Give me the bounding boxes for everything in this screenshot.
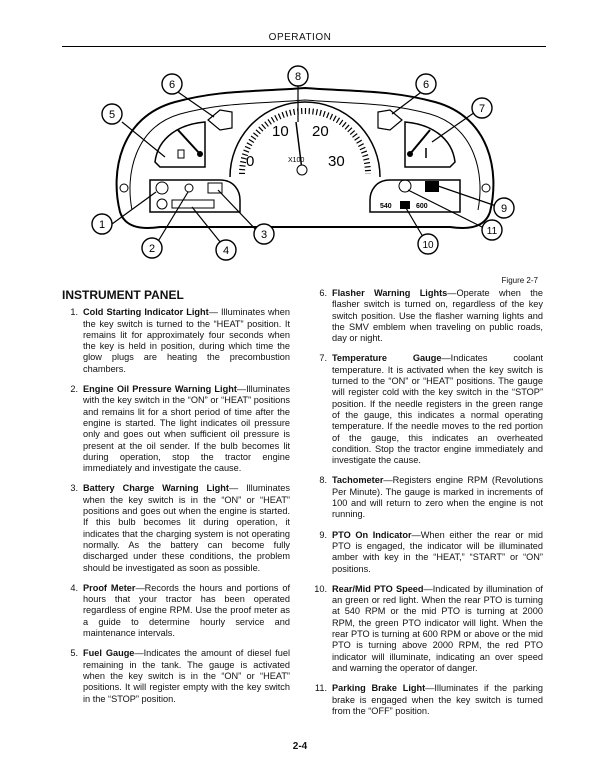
item-term: Parking Brake Light	[332, 683, 426, 694]
fuel-gauge-hub	[197, 151, 203, 157]
list-item	[311, 288, 543, 344]
left-column	[62, 288, 290, 714]
right-column	[311, 288, 543, 726]
item-term: PTO On Indicator	[332, 529, 412, 540]
item-number: 10.	[314, 583, 327, 594]
item-text: —Indicates the amount of diesel fuel remaining in the tank. The gauge is activated when the key switch is in the “ON” or “HEAT” positions. It will register empty with the key switch in the “STOP” position.	[83, 648, 290, 704]
tach-label-20: 20	[312, 123, 329, 140]
instrument-panel-figure	[80, 62, 530, 267]
proof-meter-window	[172, 200, 214, 208]
item-number: 4.	[70, 582, 78, 593]
pto-on-icon	[425, 181, 439, 192]
header-rule	[62, 46, 546, 47]
item-term: Cold Starting Indicator Light	[83, 307, 209, 318]
item-text: — Illuminates when the key switch is turned to the “HEAT” position. It remains lit for approximately four seconds when the key is held in position, during which time the glow plugs are heating the precombustion chambers.	[83, 307, 290, 374]
tach-label-10: 10	[272, 123, 289, 140]
figure-caption: Figure 2-7	[501, 276, 538, 285]
item-text: —Illuminates with the key switch in the “ON” or “HEAT” positions and remains lit for a short period of time after the engine is started. The light indicates oil pressure only and goes out when sufficient oil pressure is present at the oil sender. If the bulb becomes lit during operation, stop the tractor engine immediately and investigate the cause.	[83, 384, 290, 474]
pto-label-600: 600	[416, 203, 428, 210]
tach-label-0: 0	[246, 153, 255, 170]
item-text: —Indicated by illumination of an green or red light. When the rear PTO is turning at 540 RPM or the mid PTO is turning at 2000 RPM, the green PTO indicator will light. When the rear PTO is turning at 600 RPM or above or the mid PTO is turning above 2000 RPM, the red PTO indicator will illuminate, indicating an over speed and warning the operator of danger.	[332, 583, 543, 673]
callout-11: 11	[486, 226, 498, 237]
warning-lights-panel	[150, 180, 240, 212]
item-text: —Registers engine RPM (Revolutions Per Minute). The gauge is marked in increments of 100 and will return to zero when the engine is not running.	[332, 475, 543, 520]
callout-2: 2	[148, 243, 156, 255]
item-number: 5.	[70, 648, 78, 659]
temperature-gauge-hub	[407, 151, 413, 157]
fuel-gauge-window	[155, 122, 205, 167]
callout-6-left: 6	[168, 79, 176, 91]
item-number: 6.	[319, 288, 327, 298]
callout-5: 5	[108, 109, 116, 121]
item-text: — Illuminates when the key switch is in the “ON” or “HEAT” positions and goes out when the engine is started. If this bulb becomes lit during operation, it indicates that the charging system is not operating normally. As the battery can become fully discharged under these conditions, the problem should be investigated as soon as possible.	[83, 483, 291, 573]
list-item	[62, 307, 290, 375]
left-flasher-arrow-icon	[208, 110, 232, 130]
item-number: 3.	[70, 483, 78, 494]
tach-label-multiplier: X100	[288, 157, 305, 164]
tachometer-hub	[297, 165, 307, 175]
item-term: Proof Meter	[83, 582, 136, 593]
callout-6-right: 6	[422, 79, 430, 91]
callout-4: 4	[222, 245, 230, 257]
item-number: 7.	[319, 353, 327, 364]
item-text: —Indicates coolant temperature. It is activated when the key switch is turned to the “ON” or “HEAT” positions. The gauge will register cold with the key switch in the “STOP” position. If the needle registers in the green range of the gauge, this indicates a normal operating temperature. If the needle moves to the red portion of the gauge, this indicates an overheated condition. Stop the tractor engine immediately and investigate the cause.	[332, 353, 543, 466]
list-item	[311, 353, 543, 466]
item-term: Flasher Warning Lights	[332, 288, 448, 298]
glow-plug-icon	[156, 182, 168, 194]
fuel-pump-icon	[178, 150, 184, 158]
page-number: 2-4	[292, 741, 308, 752]
item-text: —Records the hours and portions of hours that your tractor has been operated regardless of engine RPM. Use the proof meter as a guide to determine hourly service and maintenance intervals.	[83, 582, 290, 639]
temperature-gauge-needle	[410, 130, 430, 154]
item-number: 1.	[70, 307, 78, 318]
item-number: 9.	[319, 529, 327, 540]
mounting-screw-left	[120, 184, 128, 192]
item-term: Engine Oil Pressure Warning Light	[83, 384, 237, 395]
panel-inner-rim	[130, 100, 480, 210]
item-term: Rear/Mid PTO Speed	[332, 583, 424, 594]
callout-8: 8	[294, 71, 302, 83]
callout-1: 1	[98, 219, 106, 231]
item-number: 2.	[70, 384, 78, 395]
list-item	[311, 683, 543, 717]
oil-pressure-icon	[185, 184, 193, 192]
mounting-screw-right	[482, 184, 490, 192]
item-text: —Illuminates if the parking brake is engaged when the key switch is turned from the “OFF” position.	[332, 683, 543, 716]
section-title: INSTRUMENT PANEL	[62, 288, 184, 302]
callout-3: 3	[260, 229, 268, 241]
list-item	[311, 530, 543, 575]
item-text: —Operate when the flasher switch is turned on, regardless of the key switch position. Use the flasher warning lights and the SMV emblem when traveling on public roads, day or night.	[332, 288, 543, 344]
hourmeter-icon	[157, 199, 167, 209]
instrument-panel-diagram	[80, 62, 530, 267]
callout-7: 7	[478, 103, 486, 115]
list-item	[62, 483, 290, 573]
list-item	[311, 584, 543, 674]
list-item	[62, 648, 290, 704]
tach-label-30: 30	[328, 153, 345, 170]
item-term: Fuel Gauge	[83, 648, 135, 659]
item-term: Battery Charge Warning Light	[83, 483, 229, 494]
tachometer-ticks	[242, 111, 368, 174]
pto-speed-light	[400, 201, 410, 209]
list-item	[311, 475, 543, 520]
item-text: —When either the rear or mid PTO is engaged, the indicator will be illuminated amber with key in the “HEAT,” “START” or “ON” positions.	[332, 529, 543, 574]
item-number: 11.	[314, 683, 327, 694]
callout-10: 10	[422, 240, 434, 251]
pto-label-540: 540	[380, 203, 392, 210]
item-term: Temperature Gauge	[332, 353, 442, 364]
right-flasher-arrow-icon	[378, 110, 402, 130]
list-item	[62, 384, 290, 474]
panel-housing	[117, 88, 494, 228]
callout-9: 9	[500, 203, 508, 215]
temperature-gauge-window	[405, 122, 455, 167]
list-item	[62, 583, 290, 639]
running-header: OPERATION	[268, 32, 332, 43]
item-number: 8.	[319, 475, 327, 486]
item-term: Tachometer	[332, 475, 384, 486]
